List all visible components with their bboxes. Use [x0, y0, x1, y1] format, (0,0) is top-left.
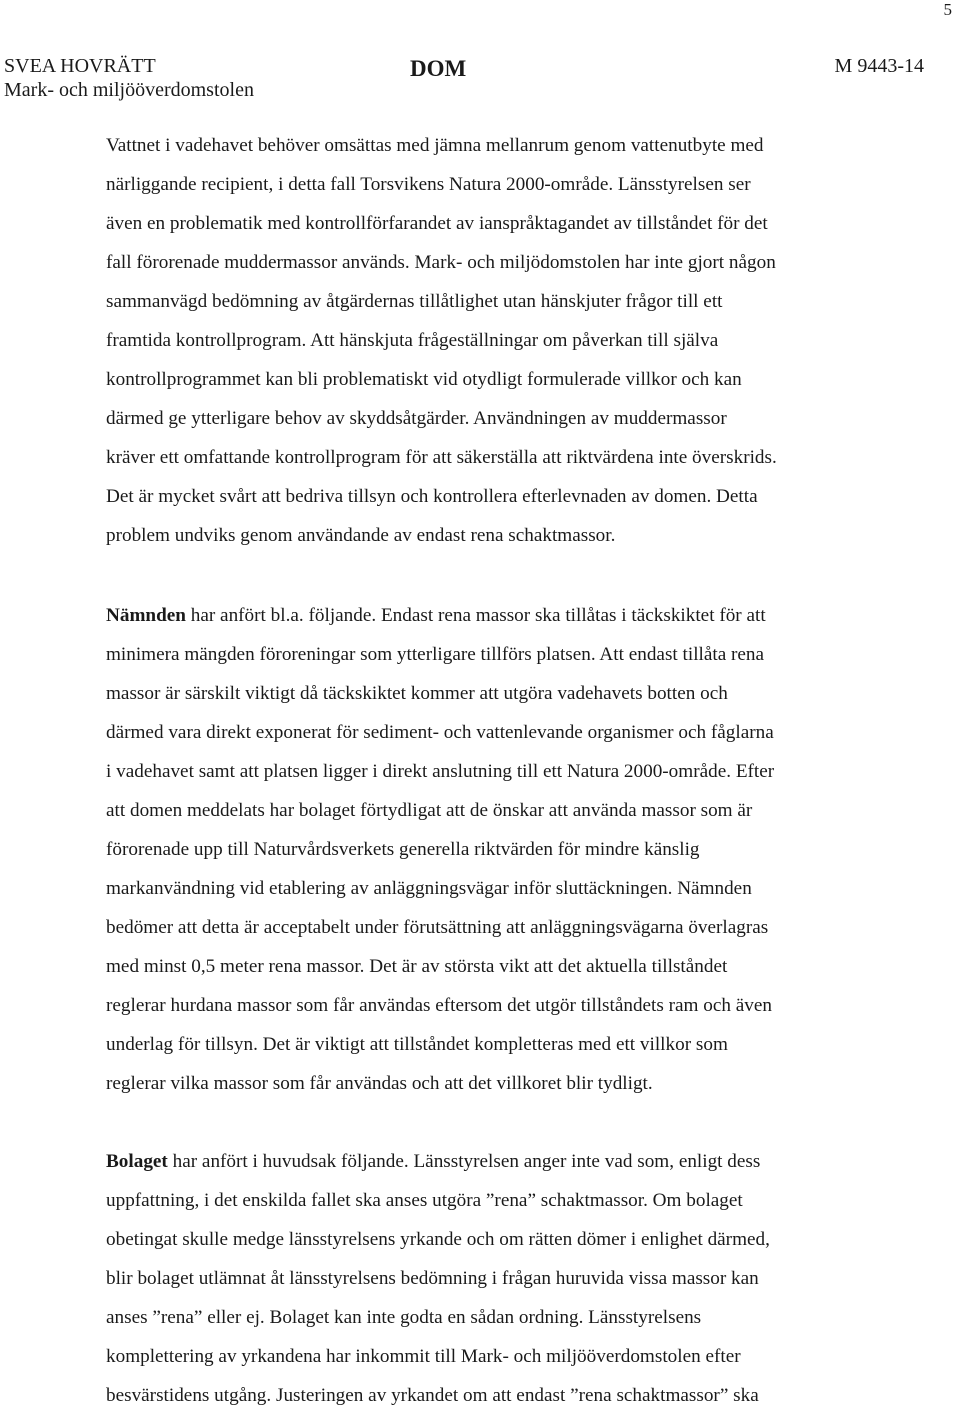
- case-number: M 9443-14: [834, 55, 924, 77]
- text-line: uppfattning, i det enskilda fallet ska anses utgöra ”rena” schaktmassor. Om bolaget: [106, 1190, 743, 1211]
- text-line: besvärstidens utgång. Justeringen av yrkandet om att endast ”rena schaktmassor” ska: [106, 1385, 759, 1406]
- text-line: reglerar hurdana massor som får användas eftersom det utgör tillståndets ram och även: [106, 995, 772, 1016]
- text-line: reglerar vilka massor som får användas och att det villkoret blir tydligt.: [106, 1073, 653, 1094]
- party-name-namnden: Nämnden: [106, 605, 186, 626]
- text-line: komplettering av yrkandena har inkommit till Mark- och miljööverdomstolen efter: [106, 1346, 741, 1367]
- text-line: massor är särskilt viktigt då täckskiktet kommer att utgöra vadehavets botten och: [106, 683, 728, 704]
- paragraph-bolaget: [106, 1142, 906, 1415]
- court-name: [4, 54, 254, 102]
- text-line: Vattnet i vadehavet behöver omsättas med jämna mellanrum genom vattenutbyte med: [106, 135, 764, 156]
- text-line: framtida kontrollprogram. Att hänskjuta frågeställningar om påverkan till själva: [106, 330, 719, 351]
- text-line: anses ”rena” eller ej. Bolaget kan inte godta en sådan ordning. Länsstyrelsens: [106, 1307, 702, 1328]
- text-line: därmed ge ytterligare behov av skyddsåtgärder. Användningen av muddermassor: [106, 408, 727, 429]
- text-line-rest: har anfört bl.a. följande. Endast rena massor ska tillåtas i täckskiktet för att: [185, 605, 766, 626]
- text-line: närliggande recipient, i detta fall Torsvikens Natura 2000-område. Länsstyrelsen ser: [106, 174, 751, 195]
- text-line: i vadehavet samt att platsen ligger i direkt anslutning till ett Natura 2000-område. Efter: [106, 761, 775, 782]
- paragraph-lansstyrelsen: [106, 126, 906, 555]
- party-name-bolaget: Bolaget: [106, 1151, 168, 1172]
- page-number: 5: [943, 0, 952, 19]
- text-line: kräver ett omfattande kontrollprogram för att säkerställa att riktvärdena inte överskrids.: [106, 447, 777, 468]
- document-type: DOM: [410, 56, 467, 81]
- text-line: blir bolaget utlämnat åt länsstyrelsens bedömning i frågan huruvida vissa massor kan: [106, 1268, 759, 1289]
- text-line: även en problematik med kontrollförfarandet av ianspråktagandet av tillståndet för det: [106, 213, 768, 234]
- text-line-rest: har anfört i huvudsak följande. Länsstyrelsen anger inte vad som, enligt dess: [167, 1151, 761, 1172]
- text-line: fall förorenade muddermassor används. Mark- och miljödomstolen har inte gjort någon: [106, 252, 776, 273]
- text-line: bedömer att detta är acceptabelt under förutsättning att anläggningsvägarna överlagras: [106, 917, 769, 938]
- text-line: markanvändning vid etablering av anläggningsvägar inför sluttäckningen. Nämnden: [106, 878, 752, 899]
- text-line: därmed vara direkt exponerat för sediment- och vattenlevande organismer och fåglarna: [106, 722, 774, 743]
- text-line: minimera mängden föroreningar som ytterligare tillförs platsen. Att endast tillåta rena: [106, 644, 765, 665]
- text-line: Det är mycket svårt att bedriva tillsyn och kontrollera efterlevnaden av domen. Detta: [106, 486, 758, 507]
- text-line: att domen meddelats har bolaget förtydligat att de önskar att använda massor som är: [106, 800, 753, 821]
- court-name-line1: SVEA HOVRÄTT: [4, 55, 156, 77]
- text-line: [106, 596, 906, 635]
- text-line: med minst 0,5 meter rena massor. Det är av största vikt att det aktuella tillståndet: [106, 956, 728, 977]
- text-line: [106, 1142, 906, 1181]
- text-line: förorenade upp till Naturvårdsverkets generella riktvärden för mindre känslig: [106, 839, 700, 860]
- text-line: underlag för tillsyn. Det är viktigt att tillståndet kompletteras med ett villkor som: [106, 1034, 728, 1055]
- text-line: problem undviks genom användande av endast rena schaktmassor.: [106, 525, 616, 546]
- court-name-line2: Mark- och miljööverdomstolen: [4, 79, 254, 101]
- text-line: kontrollprogrammet kan bli problematiskt vid otydligt formulerade villkor och kan: [106, 369, 742, 390]
- text-line: obetingat skulle medge länsstyrelsens yrkande och om rätten dömer i enlighet därmed,: [106, 1229, 770, 1250]
- paragraph-namnden: [106, 596, 906, 1103]
- text-line: sammanvägd bedömning av åtgärdernas tillåtlighet utan hänskjuter frågor till ett: [106, 291, 723, 312]
